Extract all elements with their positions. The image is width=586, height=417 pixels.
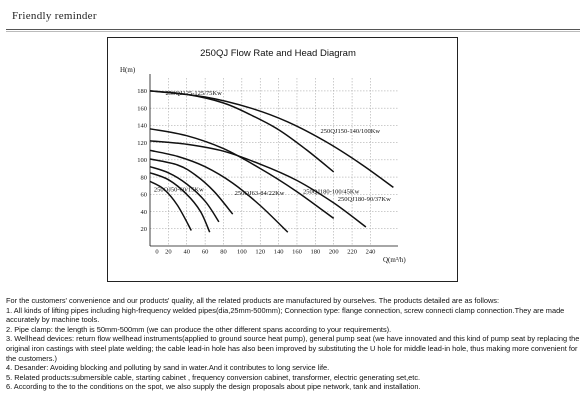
x-tick-label: 160	[292, 248, 302, 256]
y-tick-label: 160	[137, 105, 147, 113]
series-line	[150, 173, 210, 232]
y-tick-label: 60	[140, 191, 147, 199]
series-label: 250QJ63-84/22Kw	[234, 190, 285, 198]
notes-item: 2. Pipe clamp: the length is 50mm-500mm (we can produce the other different spans according to your requirements).	[6, 324, 392, 334]
y-axis-label: H(m)	[120, 66, 136, 74]
notes-item: 5. Related products:submersible cable, starting cabinet , frequency conversion cabinet, transformer, electric generating set,etc.	[6, 372, 421, 382]
x-tick-label: 180	[310, 248, 321, 256]
notes-item: 4. Desander: Avoiding blocking and polluting by sand in water.And it contributes to long service life.	[6, 363, 330, 373]
x-tick-label: 240	[365, 248, 376, 256]
x-tick-label: 60	[201, 248, 209, 256]
notes-item: 3. Wellhead devices: return flow wellhead instruments(applied to ground source heat pump), general pump seat (we have innovated and this kind of pump seat by replacing the original iron castings with steel plate welding; the cable lead-in hole has also been improved by substituting the U hole for middle lead-in hole, thus making more convenient for the customers.)	[6, 334, 580, 363]
chart-series-labels	[154, 90, 391, 203]
x-tick-label: 140	[273, 248, 284, 256]
y-tick-label: 120	[137, 139, 147, 147]
notes-item: 1. All kinds of lifting pipes including high-frequency welded pipes(dia,25mm-500mm); Connection type: flange connection, screw connecti clamp connection.They are made accurately by machine tools.	[6, 305, 565, 325]
notes-list	[6, 306, 580, 392]
x-axis-label: Q(m³/h)	[383, 256, 406, 264]
y-tick-label: 100	[137, 157, 147, 165]
series-label: 250QJ180-100/45Kw	[302, 188, 360, 196]
notes-intro: For the customers' convenience and our products' quality, all the related products are manufactured by ourselves. The products detailed are as follows:	[6, 296, 500, 305]
product-notes	[6, 296, 580, 392]
y-tick-label: 140	[137, 122, 147, 130]
x-tick-label: 40	[183, 248, 190, 256]
series-label: 250QJ125-125/75Kw	[165, 89, 222, 97]
page-title: Friendly reminder	[12, 10, 97, 22]
series-label: 250QJ50-60/15Kw	[153, 186, 204, 194]
x-tick-label: 20	[165, 248, 172, 256]
x-tick-label: 120	[255, 248, 266, 256]
x-tick-label: 80	[220, 248, 227, 256]
chart-grid	[150, 78, 398, 246]
y-tick-label: 180	[137, 88, 147, 96]
series-label: 250QJ150-140/100Kw	[320, 127, 381, 135]
y-tick-label: 80	[140, 174, 147, 182]
notes-item: 6. According to the to the conditions on the spot, we also supply the design proposals about pipe network, tank and installation.	[6, 382, 421, 392]
y-tick-label: 20	[140, 226, 147, 234]
x-tick-label: 220	[347, 248, 357, 256]
x-origin-label: 0	[155, 248, 159, 256]
y-tick-label: 40	[140, 208, 147, 216]
chart-title: 250QJ Flow Rate and Head Diagram	[200, 48, 356, 59]
series-label: 250QJ180-90/37Kw	[337, 195, 391, 203]
x-tick-label: 200	[328, 248, 339, 256]
x-tick-label: 100	[236, 248, 247, 256]
